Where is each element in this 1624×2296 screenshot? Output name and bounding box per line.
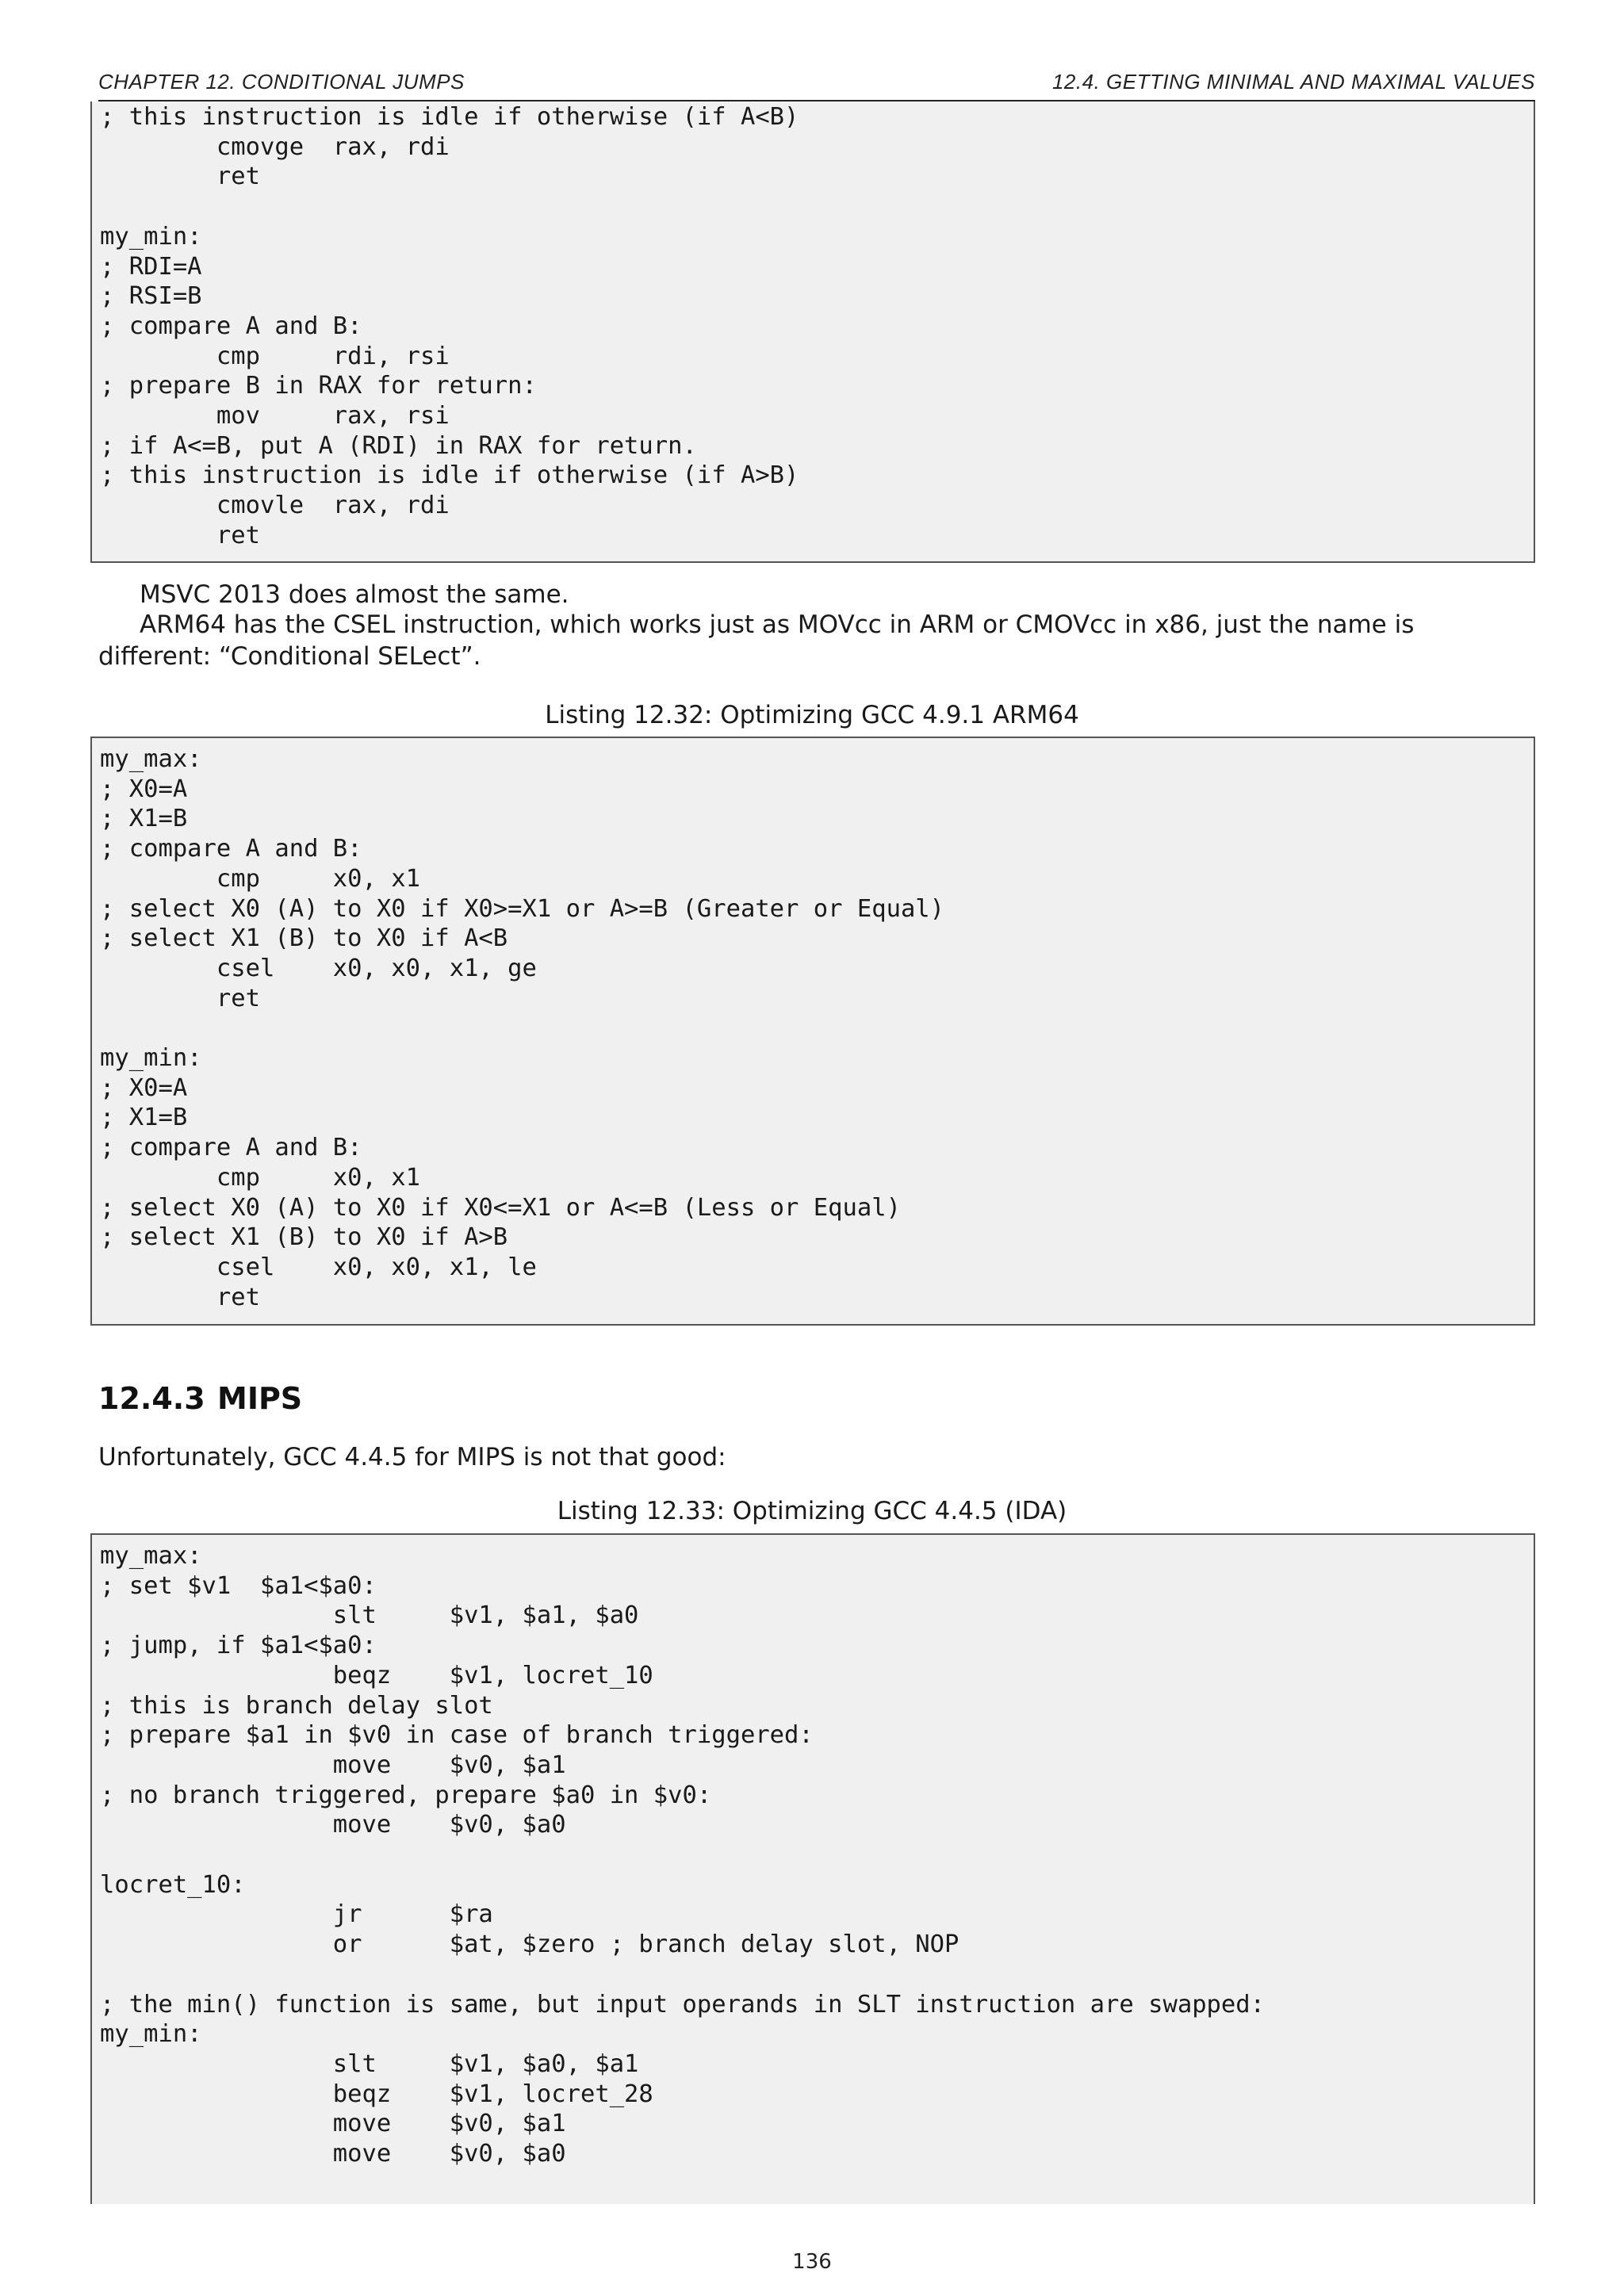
paragraph-mips-intro: Unfortunately, GCC 4.4.5 for MIPS is not that good: [98,1443,726,1471]
code-listing-mips: my_max: ; set $v1 $a1<$a0: slt $v1, $a1, $a0 ; jump, if $a1<$a0: beqz $v1, locret_10 ; this is branch delay slot ; prepare $a1 in $v0 in case of branch triggered: move $v0, $a1 ; no branch triggered, prepare $a0 in $v0: move $v0, $a0 locret_10: jr $ra or $at, $zero ; branch delay slot, NOP ; the min() function is same, but input operands in SLT instruction are swapped: my_min: slt $v1, $a0, $a1 beqz $v1, locret_28 move $v0, $a1 move $v0, $a0 [90,1533,1535,2204]
listing-caption-arm64: Listing 12.32: Optimizing GCC 4.9.1 ARM64 [545,701,1079,729]
code-listing-arm64: my_max: ; X0=A ; X1=B ; compare A and B: cmp x0, x1 ; select X0 (A) to X0 if X0>=X1 or A>=B (Greater or Equal) ; select X1 (B) to X0 if A<B csel x0, x0, x1, ge ret my_min: ; X0=A ; X1=B ; compare A and B: cmp x0, x1 ; select X0 (A) to X0 if X0<=X1 or A<=B (Less or Equal) ; select X1 (B) to X0 if A>B csel x0, x0, x1, le ret [90,737,1535,1326]
section-number: 12.4.3 [98,1381,205,1416]
section-header: 12.4. GETTING MINIMAL AND MAXIMAL VALUES [1051,70,1535,94]
section-title: MIPS [217,1381,303,1416]
code-listing-x64-continued: ; this instruction is idle if otherwise (if A<B) cmovge rax, rdi ret my_min: ; RDI=A ; RSI=B ; compare A and B: cmp rdi, rsi ; prepare B in RAX for return: mov rax, rsi ; if A<=B, put A (RDI) in RAX for return. ; this instruction is idle if otherwise (if A>B) cmovle rax, rdi ret [90,101,1535,563]
section-heading [98,1381,302,1416]
page-number: 136 [792,2250,832,2274]
chapter-header: CHAPTER 12. CONDITIONAL JUMPS [98,70,465,94]
paragraph-arm64: ARM64 has the CSEL instruction, which works just as MOVcc in ARM or CMOVcc in x86, just the name is different: “Conditional SELect”. [98,610,1415,671]
running-header [98,68,1535,101]
listing-caption-mips: Listing 12.33: Optimizing GCC 4.4.5 (IDA) [557,1497,1067,1525]
paragraph-msvc: MSVC 2013 does almost the same. [140,580,569,609]
